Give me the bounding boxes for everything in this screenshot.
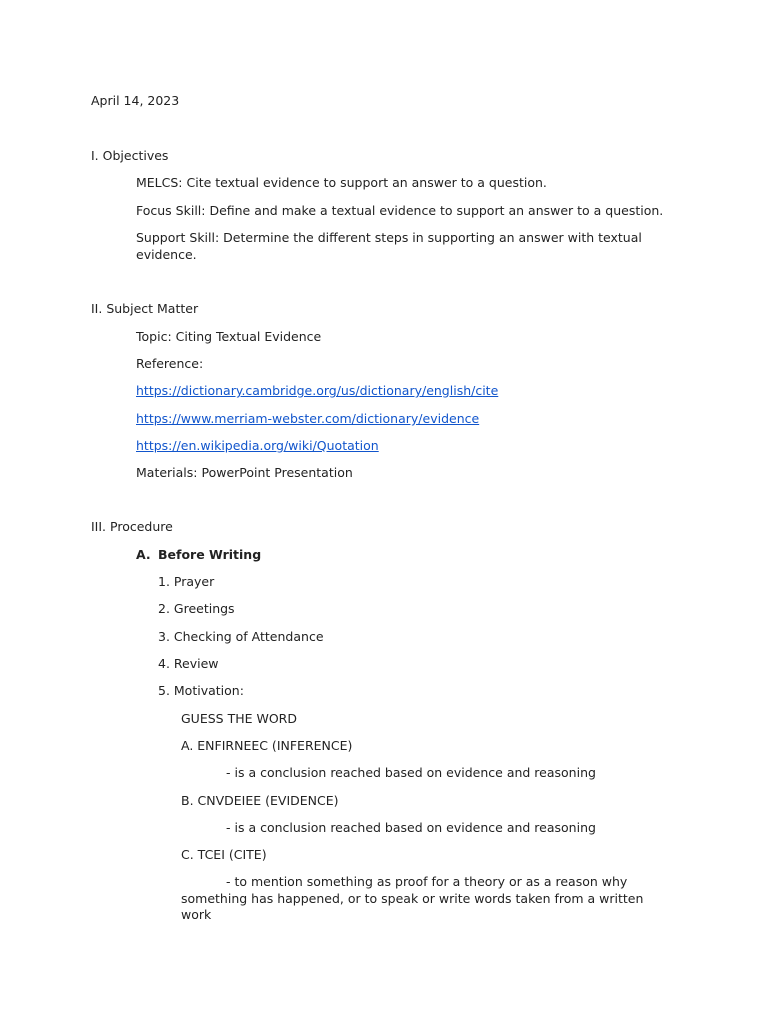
objective-support-skill: Support Skill: Determine the different steps in supporting an answer with textual evidence. — [136, 230, 642, 262]
reference-label: Reference: — [136, 356, 204, 371]
objective-focus-skill: Focus Skill: Define and make a textual evidence to support an answer to a question. — [136, 203, 664, 218]
motivation-title: GUESS THE WORD — [181, 711, 297, 726]
objective-melcs: MELCS: Cite textual evidence to support an answer to a question. — [136, 175, 547, 190]
step-item: 5. Motivation: — [158, 683, 244, 698]
step-item: 1. Prayer — [158, 574, 215, 589]
objectives-heading: I. Objectives — [91, 148, 169, 163]
motivation-definition: - is a conclusion reached based on evidence and reasoning — [226, 765, 596, 780]
procedure-heading: III. Procedure — [91, 519, 173, 534]
document-date: April 14, 2023 — [91, 93, 180, 108]
section-a-title: Before Writing — [158, 547, 262, 562]
step-item: 4. Review — [158, 656, 219, 671]
step-item: 3. Checking of Attendance — [158, 629, 324, 644]
motivation-definition: - to mention something as proof for a theory or as a reason why something has happened, or to speak or write words taken from a written work — [181, 874, 644, 922]
reference-link-wikipedia[interactable]: https://en.wikipedia.org/wiki/Quotation — [136, 438, 379, 453]
motivation-definition: - is a conclusion reached based on evidence and reasoning — [226, 820, 596, 835]
subject-matter-heading: II. Subject Matter — [91, 301, 199, 316]
motivation-word: A. ENFIRNEEC (INFERENCE) — [181, 738, 353, 753]
reference-link-merriam-webster[interactable]: https://www.merriam-webster.com/dictionary/evidence — [136, 411, 480, 426]
motivation-word: C. TCEI (CITE) — [181, 847, 267, 862]
subject-topic: Topic: Citing Textual Evidence — [136, 329, 322, 344]
section-a-marker: A. — [136, 547, 151, 562]
reference-link-cambridge[interactable]: https://dictionary.cambridge.org/us/dictionary/english/cite — [136, 383, 499, 398]
step-item: 2. Greetings — [158, 601, 235, 616]
subject-materials: Materials: PowerPoint Presentation — [136, 465, 353, 480]
motivation-word: B. CNVDEIEE (EVIDENCE) — [181, 793, 339, 808]
